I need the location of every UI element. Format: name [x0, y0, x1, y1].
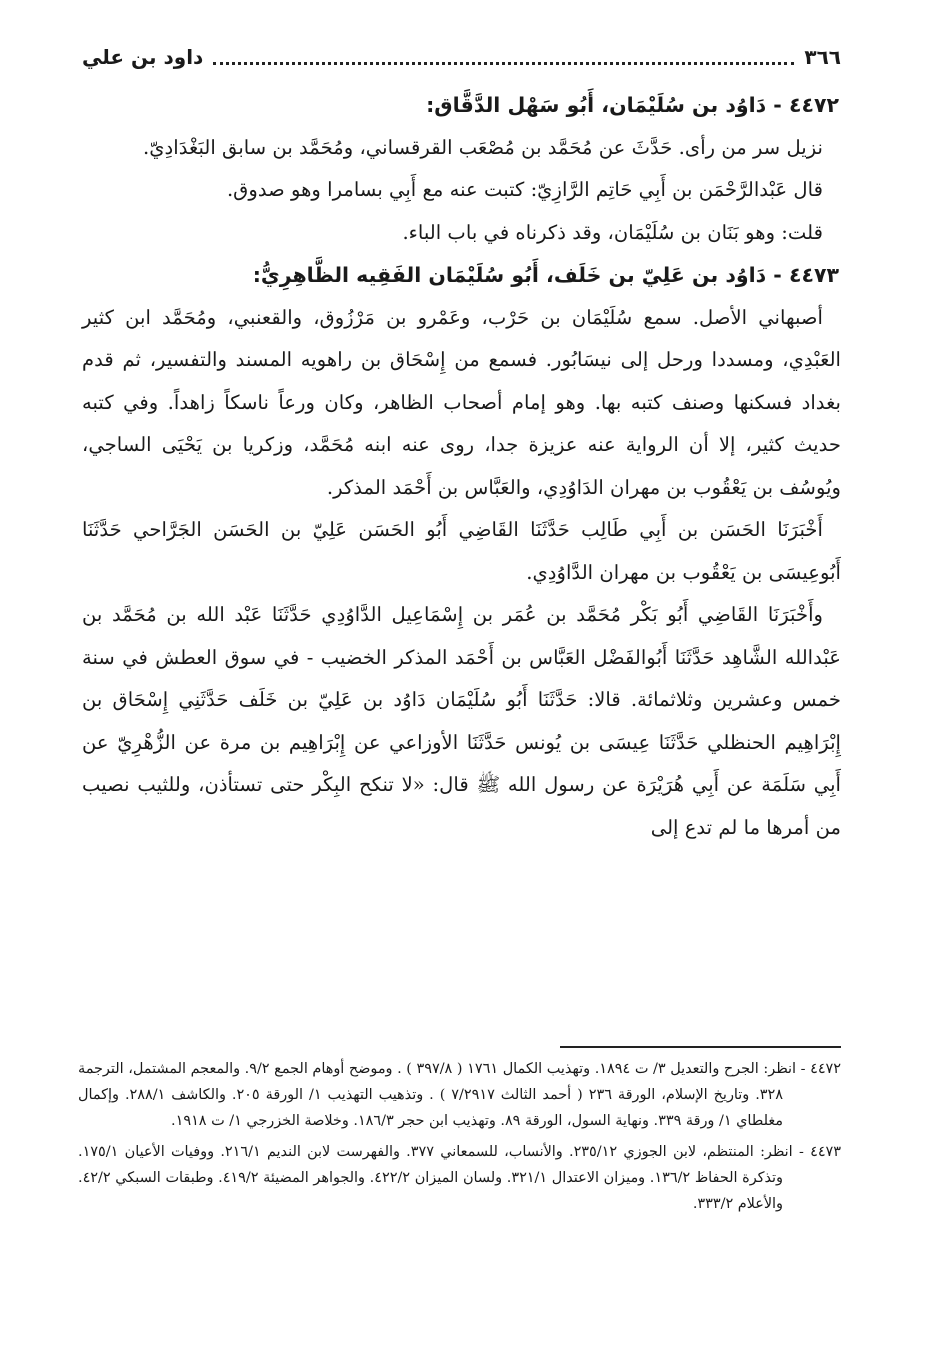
- paragraph: قلت: وهو بَنَان بن سُلَيْمَان، وقد ذكرناه في باب الباء.: [402, 220, 823, 244]
- paragraph: قال عَبْدالرَّحْمَن بن أَبِي حَاتِم الرَّازِيّ: كتبت عنه مع أَبِي بسامرا وهو صدوق.: [226, 178, 823, 201]
- footnotes: [78, 1056, 841, 1221]
- main-text: [82, 84, 841, 849]
- page-number: ٣٦٦: [804, 45, 841, 69]
- paragraph: أَخْبَرَنَا الحَسَن بن أَبِي طَالِب حَدَّثَنَا القَاضِي أَبُو الحَسَن عَلِيّ بن الحَسَن الجَرَّاحي حَدَّثَنَا أَبُوعِيسَى بن يَعْقُوب بن مهران الدَّاوُدِي.: [82, 518, 841, 584]
- footnote: ٤٤٧٢ - انظر: الجرح والتعديل ٣/ ت ١٨٩٤. وتهذيب الكمال ١٧٦١ ( ٣٩٧/٨ ) . وموضح أوهام الجمع ٩/٢. والمعجم المشتمل، الترجمة ٣٢٨. وتاريخ الإسلام، الورقة ٢٣٦ ( أحمد الثالث ٧/٢٩١٧ ) . وتذهيب التهذيب ١/ الورقة ٢٠٥. والكاشف ٢٨٨/١. وإكمال مغلطاي ١/ ورقة ٣٣٩. ونهاية السول، الورقة ٨٩. وتهذيب ابن حجر ١٨٦/٣. وخلاصة الخزرجي ١/ ت ١٩١٨.: [78, 1061, 842, 1130]
- running-title: داود بن علي: [82, 45, 204, 69]
- entry-title: ٤٤٧٣ - دَاوُد بن عَلِيّ بن خَلَف، أَبُو سُلَيْمَان الفَقِيه الظَّاهِرِيُّ:: [252, 263, 839, 287]
- footnote-separator: [560, 1046, 841, 1048]
- footnote: ٤٤٧٣ - انظر: المنتظم، لابن الجوزي ٢٣٥/١٢. والأنساب، للسمعاني ٣٧٧. والفهرست لابن النديم ٢١٦/١. ووفيات الأعيان ١٧٥/١. وتذكرة الحفاظ ١٣٦/٢. وميزان الاعتدال ٣٢١/١. ولسان الميزان ٤٢٢/٢. والجواهر المضيئة ٤١٩/٢. وطبقات السبكي ٤٢/٢. والأعلام ٣٣٣/٢.: [78, 1143, 842, 1213]
- page-header: [82, 40, 841, 74]
- header-dotted-leader: [213, 50, 794, 65]
- paragraph: وأَخْبَرَنَا القَاضِي أَبُو بَكْر مُحَمَّد بن عُمَر بن إِسْمَاعِيل الدَّاوُدِي حَدَّثَنَا عَبْد الله بن مُحَمَّد بن عَبْدالله الشَّاهِد حَدَّثَنَا أَبُوالفَضْل العَبَّاس بن أَحْمَد المذكر الخضيب - في سوق العطش في سنة خمس وعشرين وثلاثمائة. قالا: حَدَّثَنَا أَبُو سُلَيْمَان دَاوُد بن عَلِيّ بن خَلَف حَدَّثَنِي إِسْحَاق بن إِبْرَاهِيم الحنظلي حَدَّثَنَا عِيسَى بن يُونس حَدَّثَنَا الأوزاعي عن إِبْرَاهِيم بن مرة عن الزُّهْرِيّ عن أَبِي سَلَمَة عن أَبِي هُرَيْرَة عن رسول الله ﷺ قال: «لا تنكح البِكْر حتى تستأذن، وللثيب نصيب من أمرها ما لم تدع إلى: [82, 603, 841, 839]
- entry-title: ٤٤٧٢ - دَاوُد بن سُلَيْمَان، أَبُو سَهْل الدَّقَّاق:: [426, 93, 839, 117]
- paragraph: نزيل سر من رأى. حَدَّثَ عن مُحَمَّد بن مُصْعَب القرقساني، ومُحَمَّد بن سابق البَغْدَادِيّ.: [142, 135, 823, 159]
- paragraph: أصبهاني الأصل. سمع سُلَيْمَان بن حَرْب، وعَمْرو بن مَرْزُوق، والقعنبي، ومُحَمَّد ابن كثير العَبْدِي، ومسددا ورحل إلى نيسَابُور. فسمع من إِسْحَاق بن راهويه المسند والتفسير، ثم قدم بغداد فسكنها وصنف كتبه بها. وهو إمام أصحاب الظاهر، وكان ورعاً ناسكاً زاهداً. وفي كتبه حديث كثير، إلا أن الرواية عنه عزيزة جدا، روى عنه ابنه مُحَمَّد، وزكريا بن يَحْيَى الساجي، ويُوسُف بن يَعْقُوب بن مهران الدَاوُدِي، والعَبَّاس بن أَحْمَد المذكر.: [82, 305, 841, 499]
